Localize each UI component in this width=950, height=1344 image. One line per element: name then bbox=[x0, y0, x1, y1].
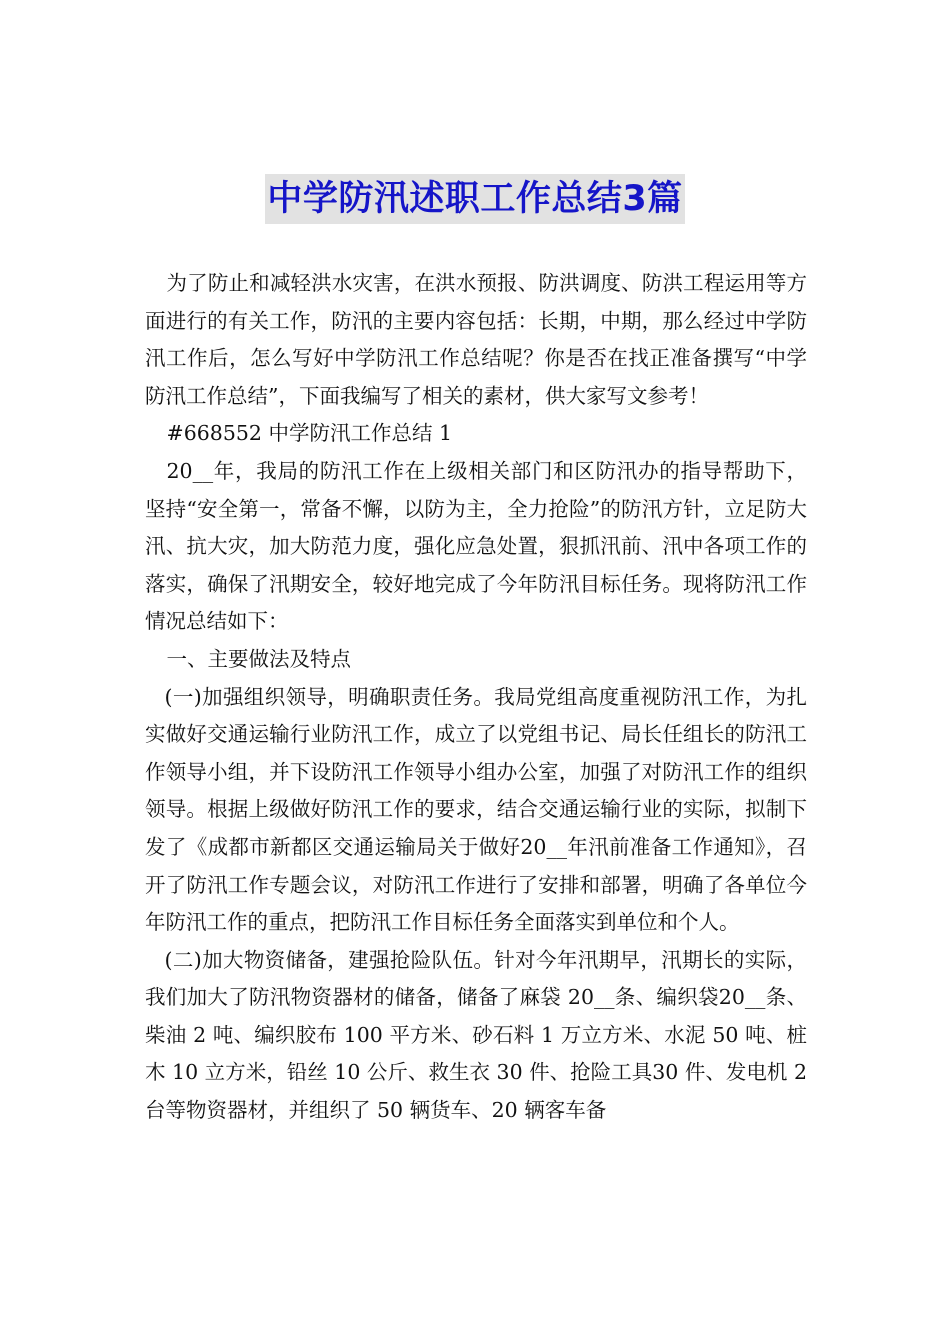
summary-1-opening-paragraph: 20__年，我局的防汛工作在上级相关部门和区防汛办的指导帮助下，坚持“安全第一，常备不懈，以防为主，全力抢险”的防汛方针，立足防大汛、抗大灾，加大防范力度，强化应急处置，狠抓汛前、汛中各项工作的落实，确保了汛期安全，较好地完成了今年防汛目标任务。现将防汛工作情况总结如下： bbox=[145, 458, 807, 634]
practice-1-paragraph: (一)加强组织领导，明确职责任务。我局党组高度重视防汛工作，为扎实做好交通运输行业防汛工作，成立了以党组书记、局长任组长的防汛工作领导小组，并下设防汛工作领导小组办公室，加强了对防汛工作的组织领导。根据上级做好防汛工作的要求，结合交通运输行业的实际，拟制下发了《成都市新都区交通运输局关于做好20__年汛前准备工作通知》，召开了防汛工作专题会议，对防汛工作进行了安排和部署，明确了各单位今年防汛工作的重点，把防汛工作目标任务全面落实到单位和个人。 bbox=[145, 684, 807, 935]
document-title: 中学防汛述职工作总结3篇 bbox=[265, 174, 684, 224]
section-heading-summary-1: #668552 中学防汛工作总结 1 bbox=[166, 421, 453, 446]
intro-paragraph: 为了防止和减轻洪水灾害，在洪水预报、防洪调度、防洪工程运用等方面进行的有关工作，防汛的主要内容包括：长期，中期，那么经过中学防汛工作后，怎么写好中学防汛工作总结呢？你是否在找正准备撰写“中学防汛工作总结”，下面我编写了相关的素材，供大家写文参考！ bbox=[145, 271, 807, 408]
subheading-main-practices: 一、主要做法及特点 bbox=[166, 646, 352, 671]
document-body bbox=[145, 265, 807, 1130]
title-wrapper bbox=[0, 174, 950, 224]
practice-2-paragraph: (二)加大物资储备，建强抢险队伍。针对今年汛期早，汛期长的实际，我们加大了防汛物资器材的储备，储备了麻袋 20__条、编织袋20__条、柴油 2 吨、编织胶布 100 平方米、砂石料 1 万立方米、水泥 50 吨、桩木 10 立方米，铅丝 10 公斤、救生衣 30 件、抢险工具30 件、发电机 2 台等物资器材，并组织了 50 辆货车、20 辆客车备 bbox=[145, 947, 807, 1123]
